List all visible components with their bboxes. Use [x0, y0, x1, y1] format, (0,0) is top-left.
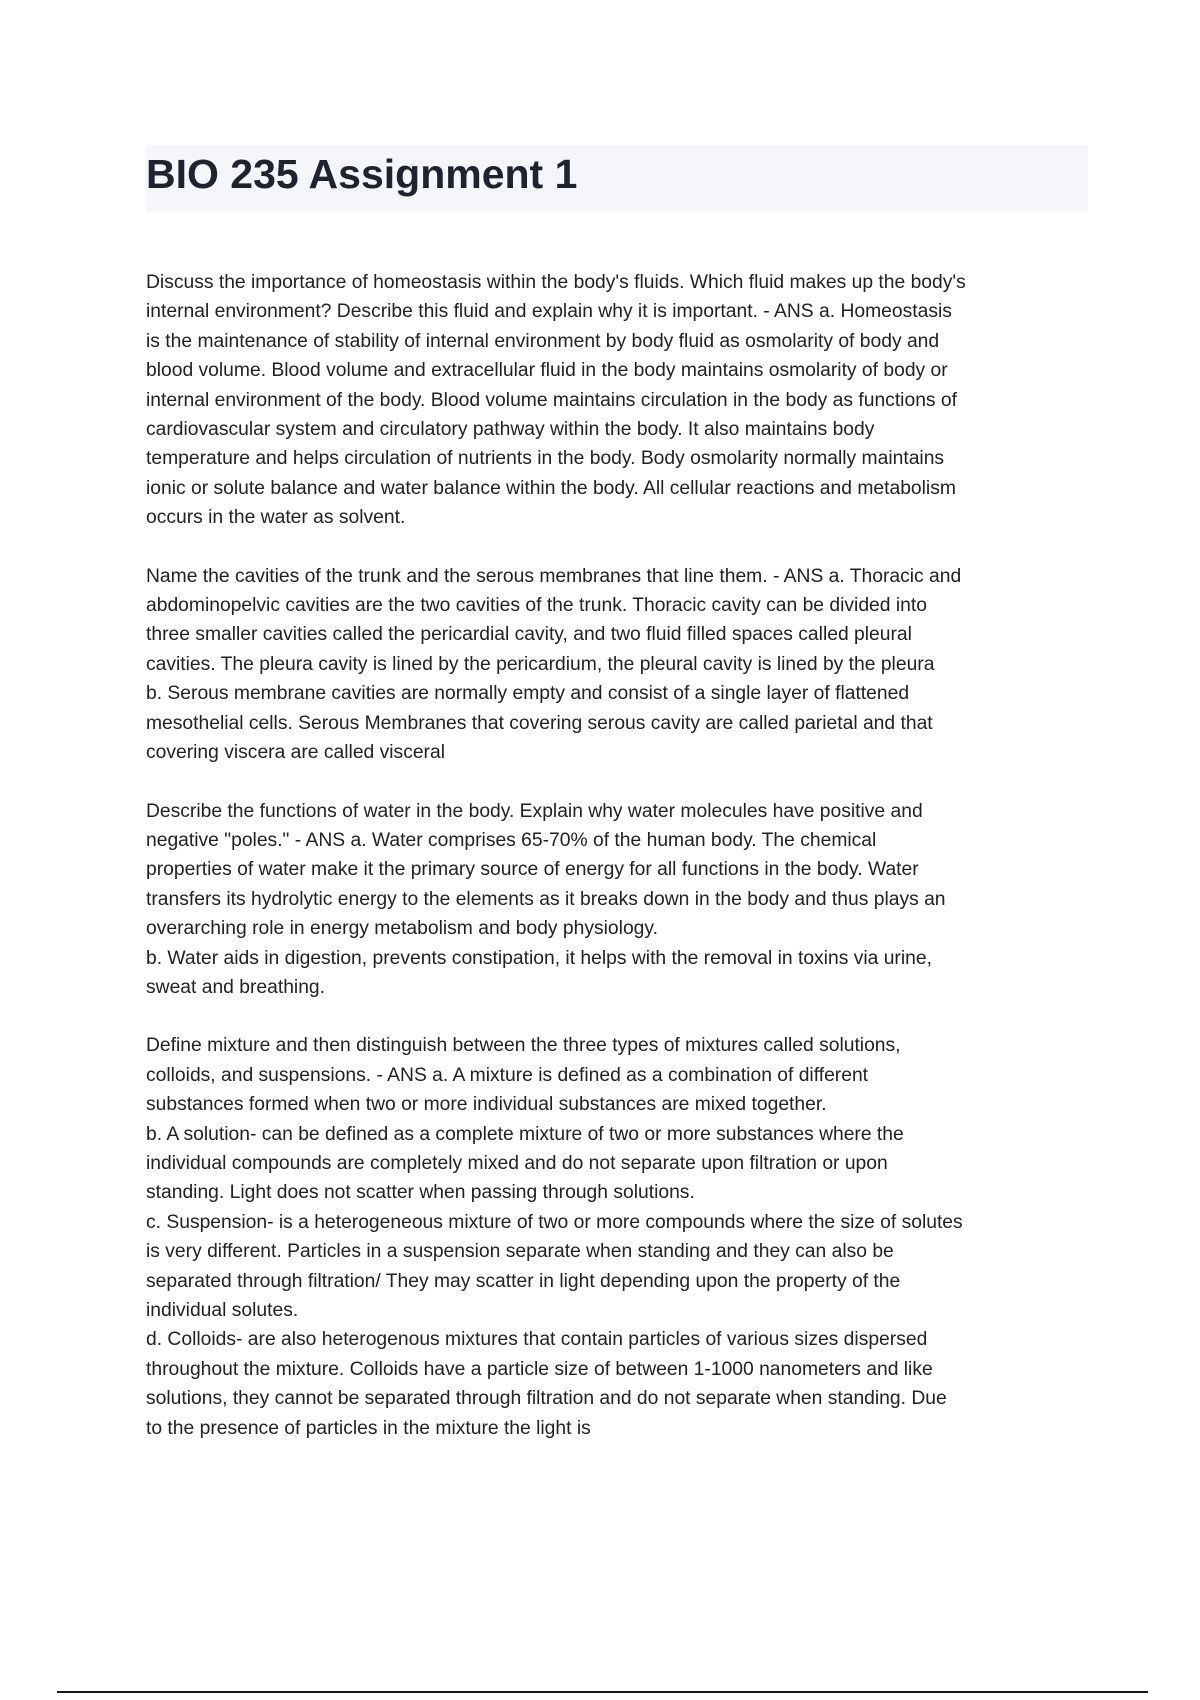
text-line: transfers its hydrolytic energy to the elements as it breaks down in the body and thus plays an [146, 888, 946, 910]
text-line: ionic or solute balance and water balance within the body. All cellular reactions and metabolism [146, 477, 956, 499]
question-answer-homeostasis [146, 268, 1096, 533]
text-line: substances formed when two or more individual substances are mixed together. [146, 1094, 827, 1116]
text-line: standing. Light does not scatter when passing through solutions. [146, 1182, 695, 1204]
document-body [146, 268, 1096, 1472]
text-line: negative "poles." - ANS a. Water comprises 65-70% of the human body. The chemical [146, 829, 877, 851]
text-line: mesothelial cells. Serous Membranes that covering serous cavity are called parietal and that [146, 712, 933, 734]
text-line: separated through filtration/ They may scatter in light depending upon the property of the [146, 1270, 901, 1292]
text-line: to the presence of particles in the mixture the light is [146, 1417, 591, 1439]
text-line: is the maintenance of stability of internal environment by body fluid as osmolarity of body and [146, 330, 940, 352]
text-line: c. Suspension- is a heterogeneous mixture of two or more compounds where the size of solutes [146, 1211, 963, 1233]
question-answer-water-functions [146, 797, 1096, 1003]
text-line: cardiovascular system and circulatory pathway within the body. It also maintains body [146, 419, 875, 441]
footer-divider [57, 1691, 1148, 1693]
text-line: b. Serous membrane cavities are normally empty and consist of a single layer of flattened [146, 683, 910, 705]
text-line: internal environment? Describe this fluid and explain why it is important. - ANS a. Homeostasis [146, 301, 952, 323]
text-line: Define mixture and then distinguish between the three types of mixtures called solutions, [146, 1035, 901, 1057]
text-line: properties of water make it the primary source of energy for all functions in the body. Water [146, 859, 919, 881]
text-line: abdominopelvic cavities are the two cavities of the trunk. Thoracic cavity can be divided into [146, 595, 927, 617]
text-line: occurs in the water as solvent. [146, 507, 406, 529]
text-line: Describe the functions of water in the body. Explain why water molecules have positive and [146, 800, 923, 822]
question-answer-mixtures [146, 1031, 1096, 1443]
question-answer-trunk-cavities [146, 562, 1096, 768]
text-line: individual solutes. [146, 1300, 299, 1321]
text-line: b. Water aids in digestion, prevents constipation, it helps with the removal in toxins via urine, [146, 947, 932, 969]
text-line: blood volume. Blood volume and extracellular fluid in the body maintains osmolarity of body or [146, 360, 948, 382]
text-line: three smaller cavities called the pericardial cavity, and two fluid filled spaces called pleural [146, 624, 912, 646]
text-line: individual compounds are completely mixed and do not separate upon filtration or upon [146, 1152, 888, 1174]
text-line: colloids, and suspensions. - ANS a. A mixture is defined as a combination of different [146, 1064, 869, 1086]
text-line: throughout the mixture. Colloids have a particle size of between 1-1000 nanometers and like [146, 1358, 933, 1380]
text-line: Name the cavities of the trunk and the serous membranes that line them. - ANS a. Thoracic and [146, 565, 962, 587]
document-title: BIO 235 Assignment 1 [146, 151, 578, 197]
text-line: internal environment of the body. Blood volume maintains circulation in the body as functions of [146, 389, 957, 411]
text-line: Discuss the importance of homeostasis within the body's fluids. Which fluid makes up the body's [146, 272, 966, 293]
text-line: sweat and breathing. [146, 976, 326, 998]
text-line: overarching role in energy metabolism and body physiology. [146, 918, 658, 940]
text-line: b. A solution- can be defined as a complete mixture of two or more substances where the [146, 1123, 904, 1145]
text-line: cavities. The pleura cavity is lined by the pericardium, the pleural cavity is lined by the pleura [146, 653, 935, 675]
text-line: temperature and helps circulation of nutrients in the body. Body osmolarity normally maintains [146, 448, 945, 470]
text-line: is very different. Particles in a suspension separate when standing and they can also be [146, 1241, 894, 1263]
text-line: covering viscera are called visceral [146, 742, 445, 764]
text-line: solutions, they cannot be separated through filtration and do not separate when standing. Due [146, 1388, 947, 1410]
text-line: d. Colloids- are also heterogenous mixtures that contain particles of various sizes dispersed [146, 1329, 928, 1351]
